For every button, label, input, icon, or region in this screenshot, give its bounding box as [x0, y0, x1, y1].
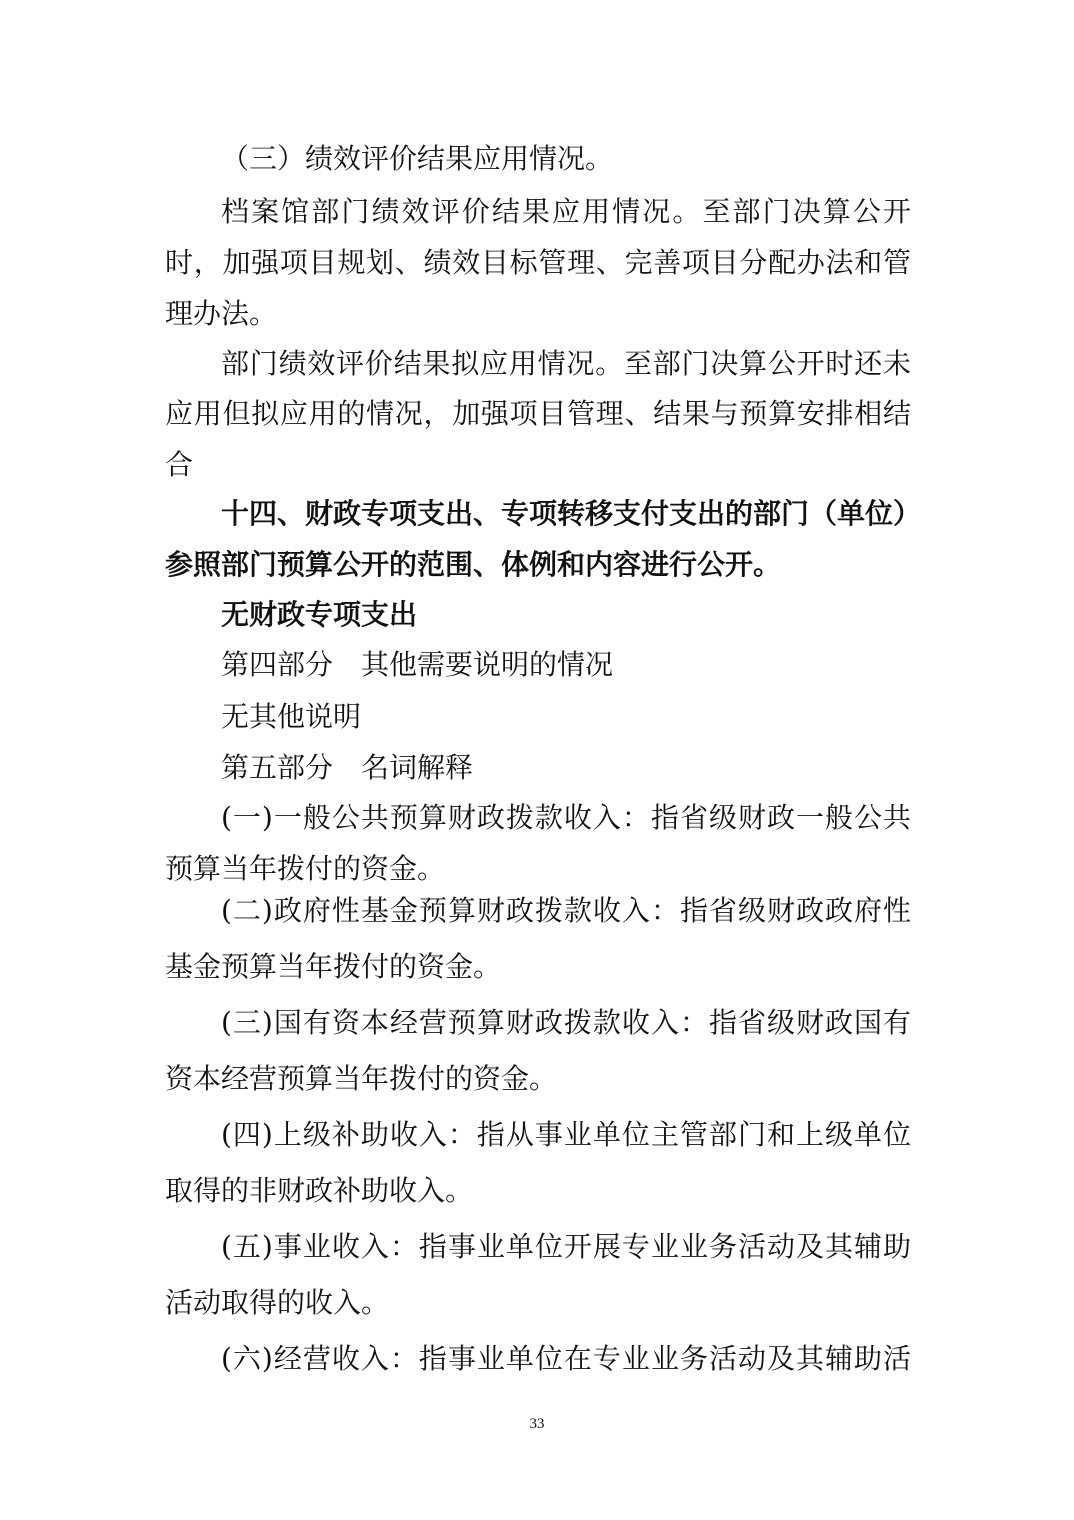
- paragraph-line: 无其他说明: [221, 700, 362, 733]
- bold-heading-line: 参照部门预算公开的范围、体例和内容进行公开。: [165, 548, 782, 581]
- section-heading-3: （三）绩效评价结果应用情况。: [221, 142, 614, 175]
- paragraph-line: 理办法。: [165, 297, 278, 330]
- definition-line: (六)经营收入：指事业单位在专业业务活动及其辅助活: [221, 1342, 911, 1375]
- page-number: 33: [529, 1416, 545, 1432]
- paragraph-line: 合: [165, 448, 194, 481]
- part-heading-4: 第四部分 其他需要说明的情况: [221, 648, 614, 681]
- definition-line: 基金预算当年拨付的资金。: [165, 950, 502, 983]
- definition-line: 取得的非财政补助收入。: [165, 1174, 474, 1207]
- paragraph-line: 部门绩效评价结果拟应用情况。至部门决算公开时还未: [221, 347, 911, 380]
- definition-line: 资本经营预算当年拨付的资金。: [165, 1062, 558, 1095]
- definition-line: (五)事业收入：指事业单位开展专业业务活动及其辅助: [221, 1230, 911, 1263]
- paragraph-line: 应用但拟应用的情况，加强项目管理、结果与预算安排相结: [165, 397, 911, 430]
- paragraph-line: 档案馆部门绩效评价结果应用情况。至部门决算公开: [221, 195, 911, 228]
- part-heading-5: 第五部分 名词解释: [221, 751, 474, 784]
- definition-line: 预算当年拨付的资金。: [165, 852, 446, 885]
- definition-line: 活动取得的收入。: [165, 1286, 390, 1319]
- paragraph-line: 时，加强项目规划、绩效目标管理、完善项目分配办法和管: [165, 246, 911, 279]
- definition-line: (一)一般公共预算财政拨款收入：指省级财政一般公共: [221, 801, 911, 834]
- bold-heading-line: 十四、财政专项支出、专项转移支付支出的部门（单位）: [221, 497, 922, 530]
- definition-line: (四)上级补助收入：指从事业单位主管部门和上级单位: [221, 1118, 911, 1151]
- bold-subheading: 无财政专项支出: [221, 598, 418, 631]
- definition-line: (三)国有资本经营预算财政拨款收入：指省级财政国有: [221, 1006, 911, 1039]
- definition-line: (二)政府性基金预算财政拨款收入：指省级财政政府性: [221, 894, 911, 927]
